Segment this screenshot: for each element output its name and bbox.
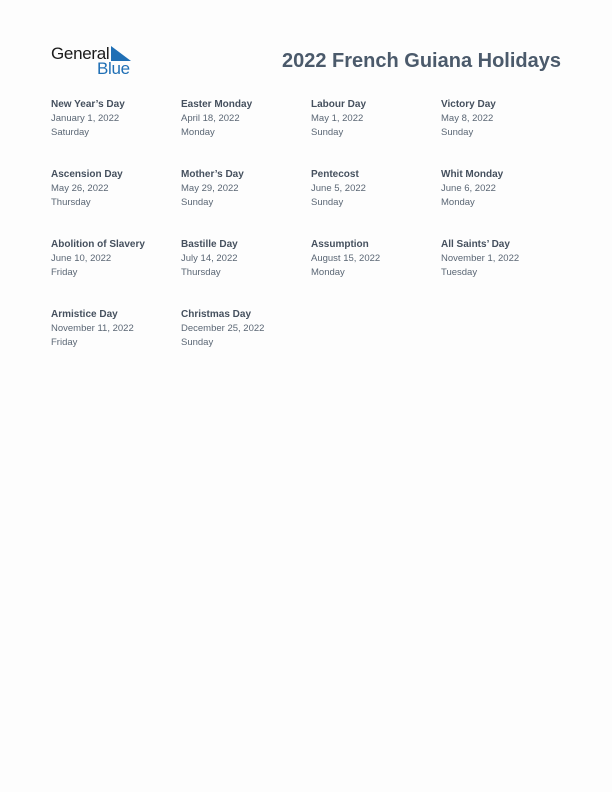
holiday-entry bbox=[441, 168, 571, 238]
holiday-name: Pentecost bbox=[311, 169, 359, 180]
holiday-entry bbox=[51, 168, 181, 238]
holiday-date: June 5, 2022 bbox=[311, 183, 366, 194]
holiday-name: Christmas Day bbox=[181, 309, 252, 320]
holiday-weekday: Thursday bbox=[51, 196, 91, 208]
holiday-entry bbox=[441, 238, 571, 308]
holiday-date: June 10, 2022 bbox=[51, 253, 112, 264]
holiday-name: Mother’s Day bbox=[181, 169, 244, 180]
holiday-weekday: Monday bbox=[181, 126, 215, 138]
holiday-name: Whit Monday bbox=[441, 169, 504, 180]
holiday-weekday: Friday bbox=[51, 336, 78, 348]
holiday-weekday: Sunday bbox=[181, 196, 214, 208]
holiday-entry bbox=[181, 168, 311, 238]
holiday-entry bbox=[311, 168, 441, 238]
holiday-date: May 26, 2022 bbox=[51, 183, 109, 194]
holiday-weekday: Sunday bbox=[181, 336, 214, 348]
holiday-name: Labour Day bbox=[311, 99, 367, 110]
holiday-name: Abolition of Slavery bbox=[51, 239, 145, 250]
holiday-entry bbox=[311, 98, 441, 168]
holiday-grid bbox=[51, 98, 571, 378]
holiday-weekday: Sunday bbox=[311, 126, 344, 138]
holiday-name: Easter Monday bbox=[181, 99, 253, 110]
logo-text-general: General bbox=[51, 44, 110, 63]
holiday-date: June 6, 2022 bbox=[441, 183, 496, 194]
holiday-name: Bastille Day bbox=[181, 239, 238, 250]
holiday-date: August 15, 2022 bbox=[311, 253, 381, 264]
holiday-entry bbox=[181, 238, 311, 308]
holiday-name: Victory Day bbox=[441, 99, 496, 110]
holiday-entry bbox=[311, 238, 441, 308]
holiday-date: November 1, 2022 bbox=[441, 253, 520, 264]
holiday-weekday: Tuesday bbox=[441, 266, 478, 278]
holiday-entry bbox=[181, 308, 311, 378]
holiday-name: Armistice Day bbox=[51, 309, 118, 320]
holiday-date: December 25, 2022 bbox=[181, 323, 265, 334]
holiday-entry bbox=[51, 98, 181, 168]
holiday-name: New Year’s Day bbox=[51, 99, 125, 110]
holiday-name: All Saints’ Day bbox=[441, 239, 510, 250]
brand-logo bbox=[50, 44, 140, 78]
holiday-weekday: Monday bbox=[441, 196, 475, 208]
holiday-date: April 18, 2022 bbox=[181, 113, 240, 124]
holiday-name: Assumption bbox=[311, 239, 369, 250]
holiday-entry bbox=[51, 308, 181, 378]
holiday-entry bbox=[441, 98, 571, 168]
logo-text-blue: Blue bbox=[97, 59, 130, 78]
holiday-entry bbox=[181, 98, 311, 168]
holiday-weekday: Sunday bbox=[441, 126, 474, 138]
holiday-date: May 8, 2022 bbox=[441, 113, 494, 124]
holiday-date: May 1, 2022 bbox=[311, 113, 364, 124]
holiday-weekday: Saturday bbox=[51, 126, 90, 138]
holiday-weekday: Monday bbox=[311, 266, 345, 278]
holiday-date: May 29, 2022 bbox=[181, 183, 239, 194]
holiday-weekday: Friday bbox=[51, 266, 78, 278]
holiday-date: July 14, 2022 bbox=[181, 253, 238, 264]
holiday-name: Ascension Day bbox=[51, 169, 123, 180]
holiday-entry bbox=[51, 238, 181, 308]
holiday-weekday: Sunday bbox=[311, 196, 344, 208]
holiday-date: January 1, 2022 bbox=[51, 113, 120, 124]
page-title: 2022 French Guiana Holidays bbox=[282, 50, 561, 72]
holiday-date: November 11, 2022 bbox=[51, 323, 134, 334]
holiday-weekday: Thursday bbox=[181, 266, 221, 278]
